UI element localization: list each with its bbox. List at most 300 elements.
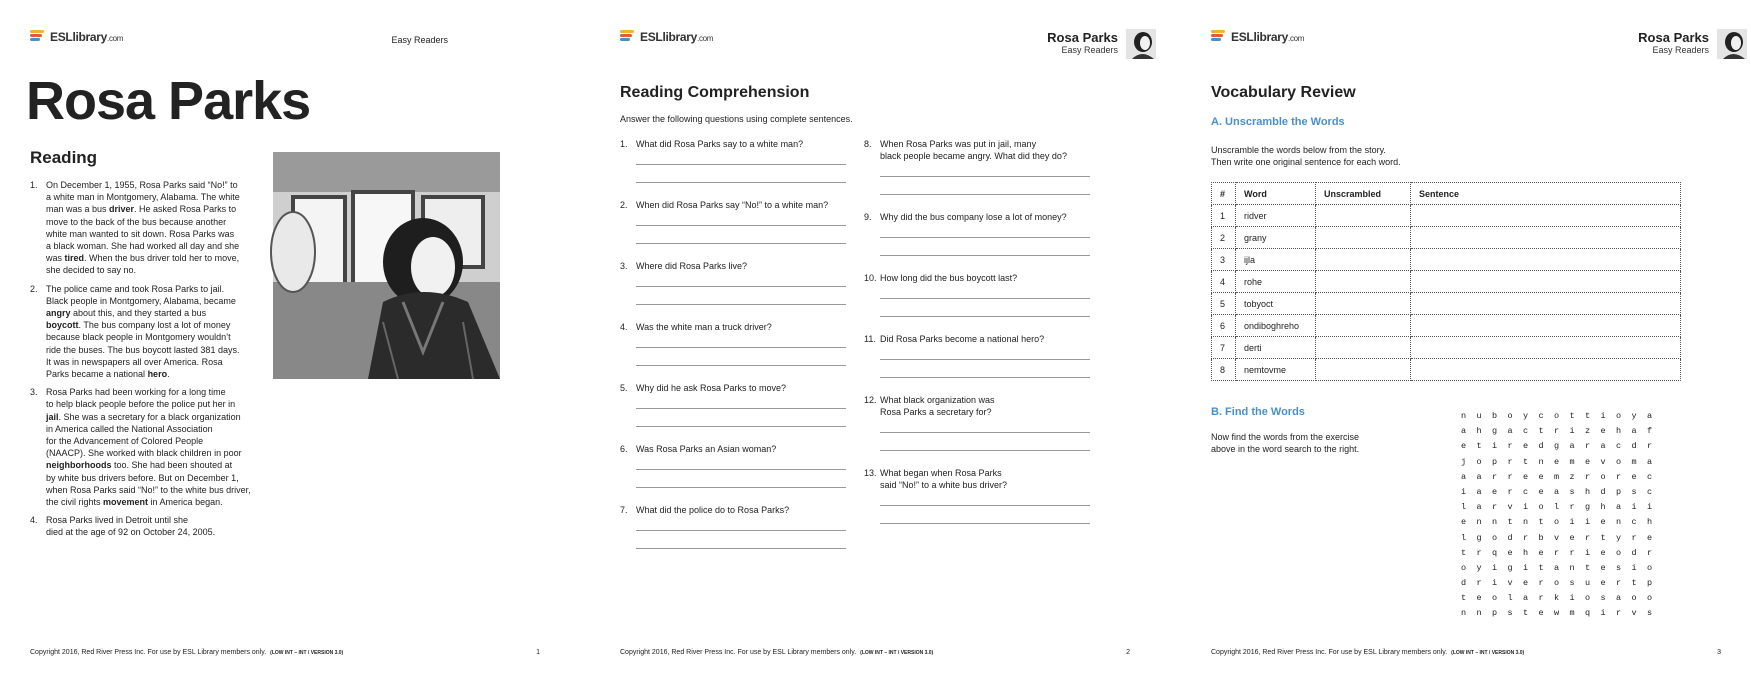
word-search-letter[interactable]: n	[1538, 456, 1544, 467]
word-search-letter[interactable]: o	[1554, 578, 1560, 589]
word-search-letter[interactable]: o	[1554, 411, 1560, 421]
word-search-letter[interactable]: h	[1476, 426, 1482, 437]
answer-line[interactable]	[636, 225, 846, 226]
word-search-letter[interactable]: n	[1569, 562, 1575, 573]
word-search-row	[1461, 426, 1663, 441]
page-number: 2	[1126, 649, 1130, 656]
word-search-letter[interactable]: y	[1476, 562, 1482, 573]
word-search-letter[interactable]: g	[1554, 441, 1560, 452]
table-row	[1212, 293, 1681, 315]
word-search-letter[interactable]: d	[1631, 547, 1637, 558]
word-search-letter[interactable]: a	[1631, 426, 1637, 437]
question-text: Where did Rosa Parks live?	[636, 261, 748, 271]
table-row	[1212, 315, 1681, 337]
answer-line[interactable]	[636, 548, 846, 549]
word-search-letter[interactable]: p	[1492, 456, 1498, 467]
reading-paragraph	[30, 386, 266, 508]
word-search-letter[interactable]: e	[1523, 578, 1529, 589]
word-search-letter[interactable]: o	[1476, 456, 1482, 467]
answer-line[interactable]	[636, 347, 846, 348]
question-number: 4.	[620, 322, 628, 332]
word-search-letter[interactable]: l	[1507, 593, 1513, 604]
header-subtitle: Easy Readers	[1652, 45, 1709, 55]
word-search-row	[1461, 487, 1663, 502]
scrambled-word: ijla	[1236, 249, 1316, 271]
word-search-letter[interactable]: r	[1507, 471, 1513, 482]
row-number: 1	[1212, 205, 1236, 227]
word-search-letter[interactable]: i	[1600, 411, 1606, 421]
question-text: Did Rosa Parks become a national hero?	[880, 334, 1045, 344]
word-search-letter[interactable]: e	[1538, 486, 1544, 497]
word-search-letter[interactable]: r	[1507, 441, 1513, 452]
section-heading-vocabulary: Vocabulary Review	[1211, 84, 1356, 101]
answer-line[interactable]	[880, 176, 1090, 177]
paragraph-number: 2.	[30, 283, 38, 294]
row-number: 7	[1212, 337, 1236, 359]
word-search-letter[interactable]: r	[1616, 578, 1622, 589]
word-search-letter[interactable]: e	[1523, 471, 1529, 482]
answer-line[interactable]	[636, 469, 846, 470]
answer-line[interactable]	[636, 182, 846, 183]
word-search-letter[interactable]: a	[1476, 502, 1482, 513]
word-search-letter[interactable]: r	[1569, 502, 1575, 513]
word-search-letter[interactable]: t	[1461, 547, 1467, 558]
row-number: 2	[1212, 227, 1236, 249]
word-search-letter[interactable]: k	[1554, 593, 1560, 604]
question-number: 7.	[620, 505, 628, 515]
word-search-letter[interactable]: e	[1523, 441, 1529, 452]
word-search-letter[interactable]: g	[1585, 502, 1591, 513]
word-search-letter[interactable]: i	[1523, 502, 1529, 513]
word-search-letter[interactable]: e	[1507, 547, 1513, 558]
logo-stripes-icon	[1211, 30, 1227, 44]
answer-line[interactable]	[880, 255, 1090, 256]
reading-paragraph	[30, 514, 266, 538]
scrambled-word: rohe	[1236, 271, 1316, 293]
unscrambled-answer-cell[interactable]	[1316, 227, 1411, 249]
word-search-letter[interactable]: t	[1631, 578, 1637, 589]
page-footer	[620, 649, 1130, 656]
word-search-row	[1461, 441, 1663, 456]
word-search-letter[interactable]: c	[1523, 486, 1529, 497]
sentence-answer-cell[interactable]	[1411, 315, 1681, 337]
word-search-letter[interactable]: e	[1569, 532, 1575, 543]
answer-line[interactable]	[636, 487, 846, 488]
word-search-letter[interactable]: c	[1523, 426, 1529, 437]
answer-line[interactable]	[636, 530, 846, 531]
word-search-letter[interactable]: j	[1461, 456, 1467, 467]
section-heading-comprehension: Reading Comprehension	[620, 84, 810, 101]
word-search-letter[interactable]: i	[1461, 486, 1467, 497]
word-search-letter[interactable]: v	[1631, 608, 1637, 619]
word-search-letter[interactable]: i	[1631, 502, 1637, 513]
word-search-letter[interactable]: l	[1554, 502, 1560, 513]
word-search-letter[interactable]: o	[1616, 547, 1622, 558]
word-search-letter[interactable]: b	[1492, 411, 1498, 421]
page-title: Rosa Parks	[26, 71, 311, 131]
word-search-letter[interactable]: r	[1585, 471, 1591, 482]
word-search-letter[interactable]: i	[1585, 517, 1591, 528]
word-search-letter[interactable]: b	[1538, 532, 1544, 543]
subheading-unscramble: A. Unscramble the Words	[1211, 116, 1345, 128]
word-search-letter[interactable]: n	[1476, 517, 1482, 528]
word-search-letter[interactable]: h	[1523, 547, 1529, 558]
page-footer	[30, 649, 540, 656]
word-search-letter[interactable]: a	[1461, 471, 1467, 482]
word-search-letter[interactable]: i	[1492, 441, 1498, 452]
word-search-letter[interactable]: o	[1585, 593, 1591, 604]
word-search-letter[interactable]: o	[1600, 471, 1606, 482]
col-header-num: #	[1212, 183, 1236, 205]
word-search-letter[interactable]: n	[1476, 608, 1482, 619]
word-search-letter[interactable]: c	[1647, 471, 1653, 482]
word-search-letter[interactable]: r	[1569, 547, 1575, 558]
word-search-letter[interactable]: v	[1507, 502, 1513, 513]
esl-library-logo	[30, 30, 123, 44]
answer-line[interactable]	[880, 359, 1090, 360]
word-search-letter[interactable]: p	[1616, 486, 1622, 497]
word-search-letter[interactable]: n	[1461, 411, 1467, 421]
word-search-letter[interactable]: p	[1492, 608, 1498, 619]
word-search-letter[interactable]: d	[1461, 578, 1467, 589]
question-number: 13.	[864, 468, 877, 478]
word-search-letter[interactable]: r	[1507, 486, 1513, 497]
word-search-letter[interactable]: e	[1538, 471, 1544, 482]
word-search-letter[interactable]: s	[1507, 608, 1513, 619]
word-search-letter[interactable]: v	[1554, 532, 1560, 543]
row-number: 3	[1212, 249, 1236, 271]
paragraph-text: On December 1, 1955, Rosa Parks said “No!” to a white man in Montgomery, Alabama. The white man was a bus driver. He asked Rosa Parks to move to the back of the bus because another white man wanted to sit down. Rosa Parks was a black woman. She had worked all day and she was tired. When the bus driver told her to move, she decided to say no.	[46, 180, 240, 276]
answer-line[interactable]	[880, 237, 1090, 238]
answer-line[interactable]	[636, 304, 846, 305]
word-search-letter[interactable]: r	[1585, 532, 1591, 543]
word-search-letter[interactable]: a	[1569, 441, 1575, 452]
scrambled-word: nemtovme	[1236, 359, 1316, 381]
word-search-letter[interactable]: o	[1647, 562, 1653, 573]
word-search-letter[interactable]: e	[1538, 547, 1544, 558]
word-search-letter[interactable]: e	[1538, 608, 1544, 619]
word-search-letter[interactable]: e	[1600, 426, 1606, 437]
word-search-letter[interactable]: i	[1523, 562, 1529, 573]
word-search-letter[interactable]: d	[1600, 486, 1606, 497]
word-search-letter[interactable]: i	[1569, 593, 1575, 604]
scrambled-word: grany	[1236, 227, 1316, 249]
word-search-letter[interactable]: s	[1569, 486, 1575, 497]
unscrambled-answer-cell[interactable]	[1316, 205, 1411, 227]
word-search-letter[interactable]: r	[1476, 578, 1482, 589]
word-search-letter[interactable]: c	[1616, 441, 1622, 452]
word-search-letter[interactable]: t	[1538, 562, 1544, 573]
word-search-letter[interactable]: m	[1569, 608, 1575, 619]
word-search-row	[1461, 563, 1663, 578]
word-search-row	[1461, 411, 1663, 426]
answer-line[interactable]	[636, 243, 846, 244]
unscrambled-answer-cell[interactable]	[1316, 337, 1411, 359]
word-search-letter[interactable]: t	[1507, 517, 1513, 528]
word-search-row	[1461, 457, 1663, 472]
word-search-letter[interactable]: e	[1492, 486, 1498, 497]
paragraph-number: 3.	[30, 387, 38, 398]
answer-line[interactable]	[880, 432, 1090, 433]
word-search-letter[interactable]: n	[1461, 608, 1467, 619]
question-item	[864, 467, 1090, 540]
question-text: Was the white man a truck driver?	[636, 322, 772, 332]
word-search-letter[interactable]: e	[1600, 547, 1606, 558]
word-search-letter[interactable]: a	[1600, 441, 1606, 452]
word-search-row	[1461, 593, 1663, 608]
word-search-letter[interactable]: r	[1554, 547, 1560, 558]
word-search-letter[interactable]: a	[1616, 502, 1622, 513]
word-search-letter[interactable]: o	[1616, 411, 1622, 421]
esl-library-logo	[620, 30, 713, 44]
header-title: Rosa Parks	[1047, 30, 1118, 45]
sentence-answer-cell[interactable]	[1411, 205, 1681, 227]
word-search-letter[interactable]: t	[1476, 441, 1482, 452]
copyright-text: Copyright 2016, Red River Press Inc. For use by ESL Library members only.	[1211, 649, 1448, 656]
word-search-letter[interactable]: s	[1631, 486, 1637, 497]
worksheet-page-3	[1181, 0, 1751, 686]
word-search-letter[interactable]: i	[1569, 426, 1575, 437]
paragraph-text: Rosa Parks lived in Detroit until she died at the age of 92 on October 24, 2005.	[46, 515, 216, 538]
word-search-letter[interactable]: d	[1538, 441, 1544, 452]
version-text: (LOW INT – INT / VERSION 3.0)	[270, 650, 344, 656]
word-search-letter[interactable]: y	[1616, 532, 1622, 543]
question-text: Why did he ask Rosa Parks to move?	[636, 383, 787, 393]
word-search-row	[1461, 517, 1663, 532]
sentence-answer-cell[interactable]	[1411, 249, 1681, 271]
word-search-letter[interactable]: g	[1492, 426, 1498, 437]
answer-line[interactable]	[636, 408, 846, 409]
word-search-letter[interactable]: i	[1631, 562, 1637, 573]
question-text: What black organization was Rosa Parks a secretary for?	[880, 395, 995, 417]
word-search-letter[interactable]: t	[1569, 411, 1575, 421]
word-search-letter[interactable]: c	[1647, 486, 1653, 497]
word-search-letter[interactable]: a	[1476, 486, 1482, 497]
answer-line[interactable]	[636, 365, 846, 366]
word-search-letter[interactable]: o	[1538, 502, 1544, 513]
word-search-letter[interactable]: o	[1616, 456, 1622, 467]
word-search-letter[interactable]: o	[1492, 593, 1498, 604]
word-search-letter[interactable]: l	[1461, 532, 1467, 543]
word-search-letter[interactable]: s	[1616, 562, 1622, 573]
sentence-answer-cell[interactable]	[1411, 271, 1681, 293]
rosa-parks-avatar	[1717, 29, 1747, 59]
word-search-letter[interactable]: h	[1585, 486, 1591, 497]
word-search-letter[interactable]: r	[1616, 471, 1622, 482]
word-search-letter[interactable]: o	[1461, 562, 1467, 573]
word-search-letter[interactable]: n	[1616, 517, 1622, 528]
question-text: When did Rosa Parks say “No!” to a white man?	[636, 200, 829, 210]
sentence-answer-cell[interactable]	[1411, 293, 1681, 315]
word-search-letter[interactable]: e	[1600, 517, 1606, 528]
word-search-letter[interactable]: s	[1569, 578, 1575, 589]
word-search-letter[interactable]: c	[1631, 517, 1637, 528]
word-search-letter[interactable]: r	[1554, 426, 1560, 437]
word-search-letter[interactable]: d	[1631, 441, 1637, 452]
word-search-letter[interactable]: r	[1647, 441, 1653, 452]
word-search-letter[interactable]: e	[1600, 578, 1606, 589]
question-item	[620, 504, 846, 565]
answer-line[interactable]	[880, 523, 1090, 524]
word-search-letter[interactable]: r	[1585, 441, 1591, 452]
question-number: 6.	[620, 444, 628, 454]
col-header-word: Word	[1236, 183, 1316, 205]
word-search-letter[interactable]: r	[1538, 578, 1544, 589]
unscrambled-answer-cell[interactable]	[1316, 271, 1411, 293]
answer-line[interactable]	[880, 377, 1090, 378]
word-search-letter[interactable]: f	[1647, 426, 1653, 437]
word-search-letter[interactable]: u	[1476, 411, 1482, 421]
word-search-letter[interactable]: d	[1507, 532, 1513, 543]
answer-line[interactable]	[880, 298, 1090, 299]
word-search-letter[interactable]: r	[1476, 547, 1482, 558]
word-search-letter[interactable]: h	[1616, 426, 1622, 437]
word-search-letter[interactable]: s	[1647, 608, 1653, 619]
word-search-letter[interactable]: o	[1647, 593, 1653, 604]
paragraph-number: 4.	[30, 515, 38, 526]
word-search-letter[interactable]: a	[1616, 593, 1622, 604]
word-search-letter[interactable]: l	[1461, 502, 1467, 513]
word-search-letter[interactable]: o	[1631, 593, 1637, 604]
question-item	[620, 260, 846, 321]
instructions: Answer the following questions using complete sentences.	[620, 114, 853, 124]
word-search-letter[interactable]: r	[1492, 502, 1498, 513]
word-search-letter[interactable]: m	[1554, 471, 1560, 482]
word-search-letter[interactable]: t	[1461, 593, 1467, 604]
unscrambled-answer-cell[interactable]	[1316, 249, 1411, 271]
word-search-letter[interactable]: y	[1631, 411, 1637, 421]
unscramble-instructions: Unscramble the words below from the story. Then write one original sentence for each word.	[1211, 145, 1401, 167]
question-text: How long did the bus boycott last?	[880, 273, 1018, 283]
word-search-letter[interactable]: r	[1616, 608, 1622, 619]
word-search-letter[interactable]: e	[1461, 517, 1467, 528]
question-number: 1.	[620, 139, 628, 149]
question-number: 11.	[864, 334, 876, 344]
paragraph-text: Rosa Parks had been working for a long time to help black people before the police put her in jail. She was a secretary for a black organization in America called the National Association for the Advancement of Colored People (NAACP). She worked with black children in poor neighborhoods too. She had been shouted at by white bus drivers before. But on December 1, when Rosa Parks said “No!” to the white bus driver, the civil rights movement in America began.	[46, 387, 251, 508]
question-number: 3.	[620, 261, 628, 271]
word-search-letter[interactable]: y	[1523, 411, 1529, 421]
word-search-letter[interactable]: a	[1507, 426, 1513, 437]
unscrambled-answer-cell[interactable]	[1316, 293, 1411, 315]
word-search-letter[interactable]: c	[1538, 411, 1544, 421]
word-search-letter[interactable]: t	[1538, 426, 1544, 437]
question-text: What did Rosa Parks say to a white man?	[636, 139, 804, 149]
word-search-letter[interactable]: t	[1523, 456, 1529, 467]
word-search-letter[interactable]: t	[1585, 411, 1591, 421]
word-search-letter[interactable]: v	[1507, 578, 1513, 589]
word-search-letter[interactable]: t	[1538, 517, 1544, 528]
question-item	[864, 272, 1090, 333]
word-search-letter[interactable]: e	[1554, 456, 1560, 467]
word-search-letter[interactable]: s	[1600, 593, 1606, 604]
word-search-row	[1461, 578, 1663, 593]
question-number: 5.	[620, 383, 628, 393]
question-number: 12.	[864, 395, 877, 405]
word-search-letter[interactable]: i	[1492, 562, 1498, 573]
sentence-answer-cell[interactable]	[1411, 359, 1681, 381]
word-search-letter[interactable]: e	[1647, 532, 1653, 543]
answer-line[interactable]	[880, 194, 1090, 195]
word-search-letter[interactable]: h	[1647, 517, 1653, 528]
word-search-letter[interactable]: a	[1461, 426, 1467, 437]
word-search-letter[interactable]: i	[1600, 608, 1606, 619]
word-search-letter[interactable]: r	[1647, 547, 1653, 558]
word-search-letter[interactable]: v	[1600, 456, 1606, 467]
unscrambled-answer-cell[interactable]	[1316, 315, 1411, 337]
word-search-letter[interactable]: e	[1631, 471, 1637, 482]
word-search-letter[interactable]: t	[1600, 532, 1606, 543]
word-search-letter[interactable]: p	[1647, 578, 1653, 589]
word-search-letter[interactable]: i	[1492, 578, 1498, 589]
word-search-letter[interactable]: n	[1523, 517, 1529, 528]
word-search-letter[interactable]: i	[1569, 517, 1575, 528]
word-search-letter[interactable]: m	[1631, 456, 1637, 467]
answer-line[interactable]	[636, 164, 846, 165]
word-search-letter[interactable]: z	[1585, 426, 1591, 437]
question-number: 8.	[864, 139, 872, 149]
word-search-letter[interactable]: o	[1507, 411, 1513, 421]
word-search-letter[interactable]: e	[1476, 593, 1482, 604]
word-search-letter[interactable]: a	[1647, 411, 1653, 421]
answer-line[interactable]	[636, 286, 846, 287]
word-search-letter[interactable]: r	[1631, 532, 1637, 543]
word-search-letter[interactable]: o	[1554, 517, 1560, 528]
word-search-letter[interactable]: i	[1585, 547, 1591, 558]
word-search-letter[interactable]: a	[1554, 486, 1560, 497]
word-search-letter[interactable]: q	[1585, 608, 1591, 619]
table-row	[1212, 249, 1681, 271]
answer-line[interactable]	[880, 505, 1090, 506]
header-subtitle: Easy Readers	[1061, 45, 1118, 55]
page-footer	[1211, 649, 1721, 656]
subheading-find-words: B. Find the Words	[1211, 406, 1305, 418]
unscrambled-answer-cell[interactable]	[1316, 359, 1411, 381]
word-search-letter[interactable]: r	[1492, 471, 1498, 482]
word-search-letter[interactable]: z	[1569, 471, 1575, 482]
word-search-letter[interactable]: r	[1523, 532, 1529, 543]
word-search-letter[interactable]: w	[1554, 608, 1560, 619]
word-search-letter[interactable]: i	[1647, 502, 1653, 513]
word-search-letter[interactable]: e	[1600, 562, 1606, 573]
sentence-answer-cell[interactable]	[1411, 337, 1681, 359]
word-search-letter[interactable]: r	[1538, 593, 1544, 604]
word-search-letter[interactable]: n	[1492, 517, 1498, 528]
word-search-letter[interactable]: h	[1600, 502, 1606, 513]
word-search-letter[interactable]: u	[1585, 578, 1591, 589]
word-search-letter[interactable]: g	[1507, 562, 1513, 573]
answer-line[interactable]	[880, 450, 1090, 451]
word-search-letter[interactable]: g	[1476, 532, 1482, 543]
word-search-letter[interactable]: a	[1476, 471, 1482, 482]
word-search-letter[interactable]: a	[1554, 562, 1560, 573]
word-search-letter[interactable]: t	[1585, 562, 1591, 573]
word-search-letter[interactable]: m	[1569, 456, 1575, 467]
word-search-letter[interactable]: r	[1507, 456, 1513, 467]
answer-line[interactable]	[636, 426, 846, 427]
table-row	[1212, 359, 1681, 381]
word-search-letter[interactable]: e	[1585, 456, 1591, 467]
word-search-letter[interactable]: q	[1492, 547, 1498, 558]
word-search-letter[interactable]: a	[1647, 456, 1653, 467]
sentence-answer-cell[interactable]	[1411, 227, 1681, 249]
word-search-letter[interactable]: e	[1461, 441, 1467, 452]
word-search-letter[interactable]: t	[1523, 608, 1529, 619]
question-text: When Rosa Parks was put in jail, many black people became angry. What did they do?	[880, 139, 1067, 161]
word-search-letter[interactable]: o	[1492, 532, 1498, 543]
answer-line[interactable]	[880, 316, 1090, 317]
copyright-text: Copyright 2016, Red River Press Inc. For use by ESL Library members only.	[30, 649, 267, 656]
word-search-letter[interactable]: a	[1523, 593, 1529, 604]
